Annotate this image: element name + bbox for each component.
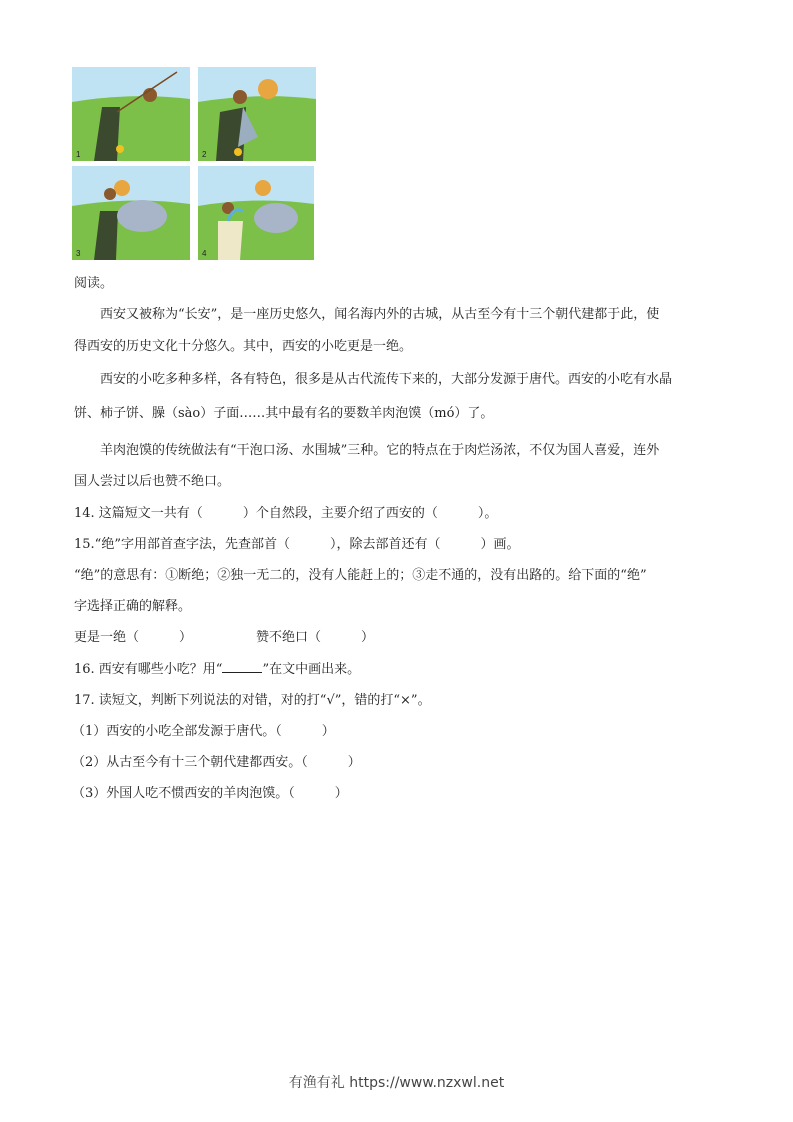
q17-item [72, 724, 335, 740]
q17-item-text: （2）从古至今有十三个朝代建都西安。（ [72, 755, 308, 770]
passage-line: 羊肉泡馍的传统做法有“干泡口汤、水围城”三种。它的特点在于肉烂汤浓，不仅为国人喜爱，连外 [100, 443, 660, 458]
underline-mark [222, 661, 262, 673]
q15-item-text: ） [179, 630, 193, 645]
passage-line: 饼、柿子饼、臊（sào）子面……其中最有名的要数羊肉泡馍（mó）了。 [74, 406, 494, 421]
question-14 [74, 506, 497, 522]
q17-item [72, 786, 348, 802]
q15-meaning: “绝”的意思有：①断绝；②独一无二的，没有人能赶上的；③走不通的，没有出路的。给下面的“绝” [74, 568, 647, 583]
q15-text: ）画。 [480, 537, 520, 552]
q17-close: ） [321, 724, 335, 739]
comic-panel-2: 2 [198, 67, 316, 161]
passage-line: 西安的小吃多种多样，各有特色，很多是从古代流传下来的，大部分发源于唐代。西安的小吃有水晶 [100, 372, 673, 387]
q15-items [74, 630, 374, 646]
q15-item-text: ） [361, 630, 375, 645]
comic-illustration [72, 67, 190, 161]
comic-illustration [198, 67, 316, 161]
q17-item-text: （3）外国人吃不惯西安的羊肉泡馍。（ [72, 786, 295, 801]
q17-item-text: （1）西安的小吃全部发源于唐代。（ [72, 724, 282, 739]
comic-panel-3: 3 [72, 166, 190, 260]
footer-watermark: 有渔有礼 https://www.nzxwl.net [288, 1075, 505, 1091]
q16-text: 16. 西安有哪些小吃？用“ [74, 662, 223, 677]
comic-panel-1: 1 [72, 67, 190, 161]
q17-close: ） [347, 755, 361, 770]
q15-item-text: 更是一绝（ [74, 630, 140, 645]
passage-line: 国人尝过以后也赞不绝口。 [74, 474, 231, 489]
question-15 [74, 537, 520, 553]
comic-illustration [198, 166, 314, 260]
comic-illustration [72, 166, 190, 260]
q15-text: 15.“绝”字用部首查字法，先查部首（ [74, 537, 290, 552]
passage-line: 得西安的历史文化十分悠久。其中，西安的小吃更是一绝。 [74, 339, 413, 354]
q14-text: 14. 这篇短文一共有（ [74, 506, 203, 521]
passage-line: 西安又被称为“长安”，是一座历史悠久，闻名海内外的古城，从古至今有十三个朝代建都于此，使 [100, 307, 660, 322]
question-16 [74, 661, 360, 678]
q14-text: ）个自然段，主要介绍了西安的（ [242, 506, 438, 521]
q17-item [72, 755, 361, 771]
question-17-title: 17. 读短文，判断下列说法的对错，对的打“√”，错的打“×”。 [74, 693, 431, 708]
read-label: 阅读。 [74, 276, 114, 291]
q14-text: ）。 [477, 506, 498, 521]
q15-item-text: 赞不绝口（ [256, 630, 322, 645]
comic-panel-4: 4 [198, 166, 314, 260]
q16-text: ”在文中画出来。 [262, 662, 361, 677]
q15-meaning: 字选择正确的解释。 [74, 599, 192, 614]
q17-close: ） [334, 786, 348, 801]
q15-text: ），除去部首还有（ [329, 537, 441, 552]
